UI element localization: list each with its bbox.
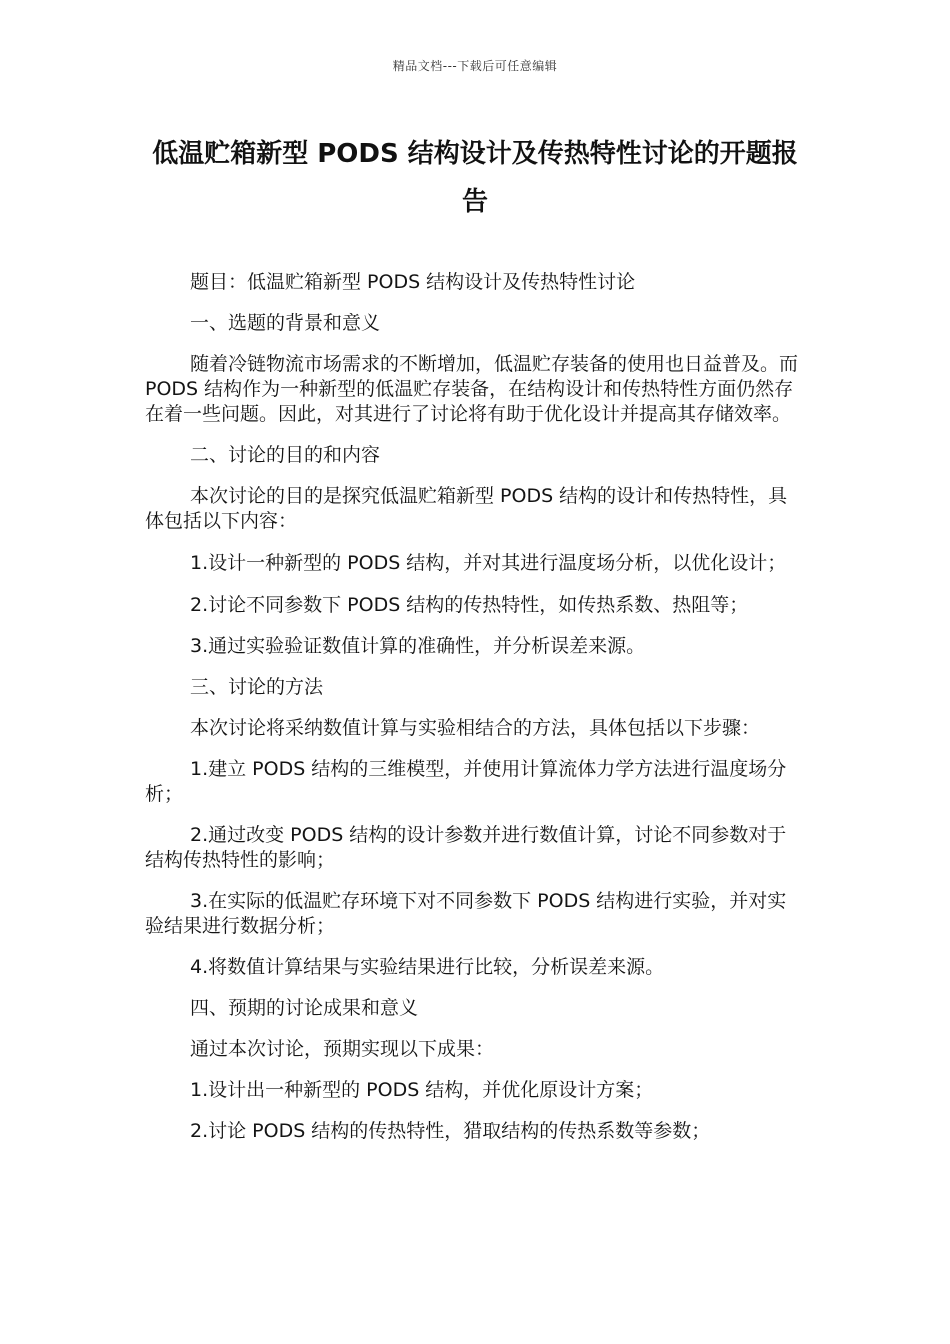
list-item: 1.设计一种新型的 PODS 结构，并对其进行温度场分析，以优化设计； <box>190 552 787 574</box>
paragraph: 随着冷链物流市场需求的不断增加，低温贮存装备的使用也日益普及。而 PODS 结构作为一种新型的低温贮存装备，在结构设计和传热特性方面仍然存在着一些问题。因此，对其进行了讨论将有助于优化设计并提高其存储效率。 <box>145 353 799 425</box>
paragraph: 本次讨论的目的是探究低温贮箱新型 PODS 结构的设计和传热特性，具体包括以下内容： <box>145 485 788 532</box>
list-item: 3.通过实验验证数值计算的准确性，并分析误差来源。 <box>190 635 646 657</box>
list-item: 1.设计出一种新型的 PODS 结构，并优化原设计方案； <box>190 1079 654 1101</box>
section-heading-2: 二、讨论的目的和内容 <box>190 444 381 466</box>
list-item: 1.建立 PODS 结构的三维模型，并使用计算流体力学方法进行温度场分析； <box>145 758 787 805</box>
section-heading-1: 一、选题的背景和意义 <box>190 312 381 334</box>
page-header: 精品文档---下载后可任意编辑 <box>392 59 558 73</box>
section-heading-4: 四、预期的讨论成果和意义 <box>190 997 419 1019</box>
list-item: 2.讨论 PODS 结构的传热特性，猎取结构的传热系数等参数； <box>190 1120 711 1142</box>
list-item: 2.讨论不同参数下 PODS 结构的传热特性，如传热系数、热阻等； <box>190 594 749 616</box>
list-item: 4.将数值计算结果与实验结果进行比较，分析误差来源。 <box>190 956 665 978</box>
section-heading-3: 三、讨论的方法 <box>190 676 324 698</box>
document-body <box>145 270 805 1144</box>
list-item: 3.在实际的低温贮存环境下对不同参数下 PODS 结构进行实验，并对实验结果进行数据分析； <box>145 890 787 937</box>
paragraph: 本次讨论将采纳数值计算与实验相结合的方法，具体包括以下步骤： <box>190 717 761 739</box>
paragraph: 通过本次讨论，预期实现以下成果： <box>190 1038 495 1060</box>
document-title: 低温贮箱新型 PODS 结构设计及传热特性讨论的开题报告 <box>152 139 798 217</box>
list-item: 2.通过改变 PODS 结构的设计参数并进行数值计算，讨论不同参数对于结构传热特性的影响； <box>145 824 787 871</box>
paragraph-topic: 题目：低温贮箱新型 PODS 结构设计及传热特性讨论 <box>190 271 636 293</box>
